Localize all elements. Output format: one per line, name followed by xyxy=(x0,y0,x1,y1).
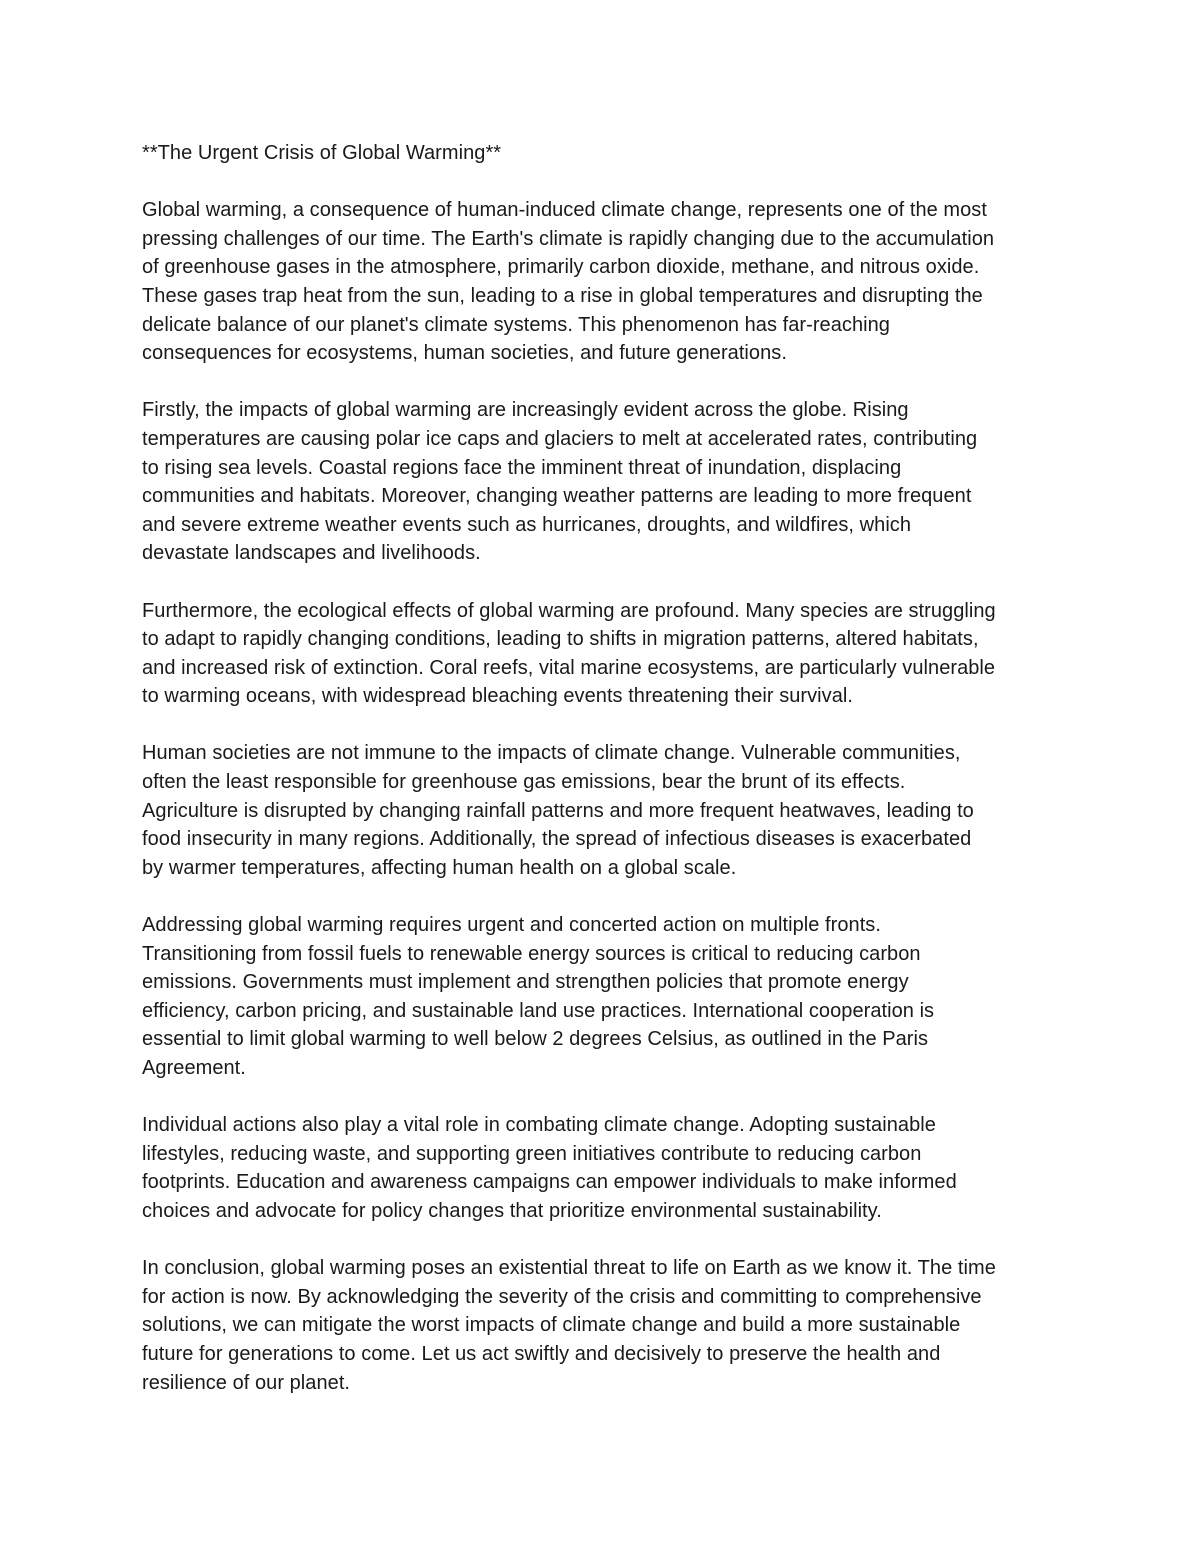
text-line: efficiency, carbon pricing, and sustainable land use practices. International cooperation is xyxy=(142,999,935,1022)
paragraph xyxy=(142,739,1082,882)
paragraph xyxy=(142,597,1082,711)
text-line: solutions, we can mitigate the worst impacts of climate change and build a more sustainable xyxy=(142,1314,961,1337)
text-line: footprints. Education and awareness campaigns can empower individuals to make informed xyxy=(142,1171,957,1194)
text-line: essential to limit global warming to well below 2 degrees Celsius, as outlined in the Paris xyxy=(142,1028,929,1051)
text-line: Firstly, the impacts of global warming are increasingly evident across the globe. Rising xyxy=(142,399,909,422)
text-line: and increased risk of extinction. Coral reefs, vital marine ecosystems, are particularly vulnerable xyxy=(142,656,996,679)
text-line: devastate landscapes and livelihoods. xyxy=(142,542,481,565)
text-line: lifestyles, reducing waste, and supporting green initiatives contribute to reducing carbon xyxy=(142,1142,922,1165)
text-line: temperatures are causing polar ice caps and glaciers to melt at accelerated rates, contributing xyxy=(142,427,978,450)
document-body xyxy=(142,139,1082,1397)
text-line: for action is now. By acknowledging the severity of the crisis and committing to comprehensive xyxy=(142,1285,982,1308)
paragraph xyxy=(142,911,1082,1083)
text-line: choices and advocate for policy changes that prioritize environmental sustainability. xyxy=(142,1199,882,1222)
text-line: emissions. Governments must implement and strengthen policies that promote energy xyxy=(142,971,909,994)
text-line: consequences for ecosystems, human societies, and future generations. xyxy=(142,342,787,365)
text-line: often the least responsible for greenhouse gas emissions, bear the brunt of its effects. xyxy=(142,771,906,794)
text-line: and severe extreme weather events such as hurricanes, droughts, and wildfires, which xyxy=(142,513,912,536)
text-line: to rising sea levels. Coastal regions face the imminent threat of inundation, displacing xyxy=(142,456,902,479)
text-line: Human societies are not immune to the impacts of climate change. Vulnerable communities, xyxy=(142,742,961,765)
text-line: Addressing global warming requires urgent and concerted action on multiple fronts. xyxy=(142,914,881,937)
text-line: pressing challenges of our time. The Earth's climate is rapidly changing due to the accumulation xyxy=(142,227,995,250)
text-line: delicate balance of our planet's climate systems. This phenomenon has far-reaching xyxy=(142,313,890,336)
text-line: resilience of our planet. xyxy=(142,1371,351,1394)
paragraph xyxy=(142,196,1082,368)
paragraph xyxy=(142,396,1082,568)
paragraph xyxy=(142,1111,1082,1225)
text-line: by warmer temperatures, affecting human health on a global scale. xyxy=(142,856,737,879)
text-line: future for generations to come. Let us act swiftly and decisively to preserve the health and xyxy=(142,1342,941,1365)
text-line: Agreement. xyxy=(142,1057,246,1079)
text-line: of greenhouse gases in the atmosphere, primarily carbon dioxide, methane, and nitrous oxide. xyxy=(142,256,980,279)
text-line: food insecurity in many regions. Additionally, the spread of infectious diseases is exacerbated xyxy=(142,828,972,851)
text-line: Global warming, a consequence of human-induced climate change, represents one of the most xyxy=(142,199,987,222)
text-line: These gases trap heat from the sun, leading to a rise in global temperatures and disrupting the xyxy=(142,284,983,307)
paragraph-list xyxy=(142,196,1082,1397)
text-line: communities and habitats. Moreover, changing weather patterns are leading to more frequent xyxy=(142,485,972,508)
text-line: to adapt to rapidly changing conditions, leading to shifts in migration patterns, altered habitats, xyxy=(142,628,979,651)
text-line: In conclusion, global warming poses an existential threat to life on Earth as we know it. The time xyxy=(142,1257,996,1280)
document-title: **The Urgent Crisis of Global Warming** xyxy=(142,142,502,164)
text-line: Individual actions also play a vital role in combating climate change. Adopting sustainable xyxy=(142,1114,936,1137)
text-line: Transitioning from fossil fuels to renewable energy sources is critical to reducing carbon xyxy=(142,942,921,965)
text-line: Agriculture is disrupted by changing rainfall patterns and more frequent heatwaves, leading to xyxy=(142,799,974,822)
text-line: Furthermore, the ecological effects of global warming are profound. Many species are struggling xyxy=(142,599,996,622)
text-line: to warming oceans, with widespread bleaching events threatening their survival. xyxy=(142,685,853,708)
document-title-block xyxy=(142,139,1082,168)
paragraph xyxy=(142,1254,1082,1397)
